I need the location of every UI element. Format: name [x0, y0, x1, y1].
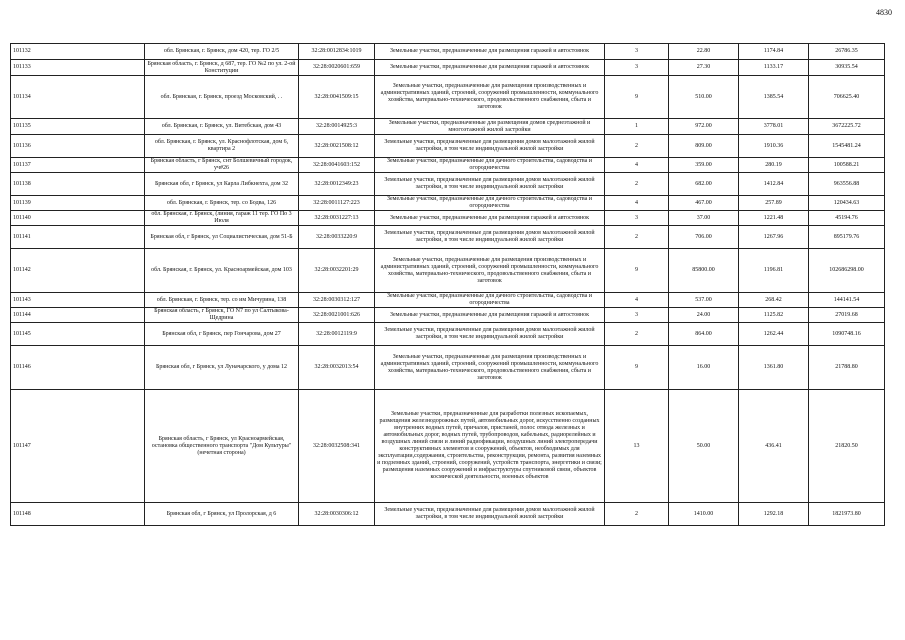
cell-area: 1410.00: [669, 503, 739, 526]
table-row: [11, 226, 885, 249]
cell-unit-cost: 1361.80: [739, 346, 809, 390]
table-row: [11, 44, 885, 60]
cell-unit-cost: 1221.48: [739, 211, 809, 226]
cell-address: обл. Брянская, г. Брянск, ул. Краснофлотская, дом 6, квартира 2: [145, 135, 299, 158]
cell-id: 101138: [11, 173, 145, 196]
table-row: [11, 211, 885, 226]
cell-use: Земельные участки, предназначенные для размещения домов малоэтажной жилой застройки, в том числе индивидуальной жилой застройки: [375, 503, 605, 526]
cell-cadastral: 32:28:0030312:127: [299, 293, 375, 308]
cell-total: 26786.35: [809, 44, 885, 60]
cell-use: Земельные участки, предназначенные для размещения производственных и административных зданий, строений, сооружений промышленности, коммунального хозяйства, материально-технического, продовольственного снабжения, сбыта и заготовок: [375, 346, 605, 390]
cell-use: Земельные участки, предназначенные для дачного строительства, садоводства и огородничества: [375, 196, 605, 211]
cell-group: 2: [605, 503, 669, 526]
cell-address: Брянская область, г Брянск, снт Болшевичный городок, уч#26: [145, 158, 299, 173]
cell-id: 101132: [11, 44, 145, 60]
cell-id: 101141: [11, 226, 145, 249]
cell-total: 963556.88: [809, 173, 885, 196]
cell-address: Брянская область, г. Брянск, д 687, тер. ГО №2 по ул. 2-ой Конституции: [145, 60, 299, 76]
cell-use: Земельные участки, предназначенные для дачного строительства, садоводства и огородничества: [375, 293, 605, 308]
cell-use: Земельные участки, предназначенные для размещения производственных и административных зданий, строений, сооружений промышленности, коммунального хозяйства, материально-технического, продовольственного снабжения, сбыта и заготовок: [375, 76, 605, 119]
cell-address: обл. Брянская, г. Брянск, тер. со Бодва, 126: [145, 196, 299, 211]
cell-area: 682.00: [669, 173, 739, 196]
cadastral-value-table: [10, 43, 885, 526]
cell-unit-cost: 436.41: [739, 390, 809, 503]
cell-address: обл. Брянская, г. Брянск, ул. Красноармейская, дом 103: [145, 249, 299, 293]
cell-area: 85800.00: [669, 249, 739, 293]
cell-address: обл. Брянская, г. Брянск, ул. Витебская, дом 43: [145, 119, 299, 135]
cell-address: Брянская обл, г Брянск, ул Социалистическая, дом 51-Б: [145, 226, 299, 249]
cell-area: 27.30: [669, 60, 739, 76]
cell-area: 467.00: [669, 196, 739, 211]
cell-group: 4: [605, 293, 669, 308]
cell-total: 30935.54: [809, 60, 885, 76]
cell-id: 101147: [11, 390, 145, 503]
cell-total: 144141.54: [809, 293, 885, 308]
cell-use: Земельные участки, предназначенные для дачного строительства, садоводства и огородничества: [375, 158, 605, 173]
table-row: [11, 249, 885, 293]
cell-id: 101137: [11, 158, 145, 173]
table-row: [11, 135, 885, 158]
cell-total: 102686298.00: [809, 249, 885, 293]
cell-group: 4: [605, 158, 669, 173]
cell-unit-cost: 280.19: [739, 158, 809, 173]
cell-area: 359.00: [669, 158, 739, 173]
cell-unit-cost: 268.42: [739, 293, 809, 308]
cell-area: 22.80: [669, 44, 739, 60]
cell-group: 13: [605, 390, 669, 503]
cell-group: 2: [605, 135, 669, 158]
cell-cadastral: 32:28:0012349:23: [299, 173, 375, 196]
cell-total: 3672225.72: [809, 119, 885, 135]
cell-id: 101139: [11, 196, 145, 211]
cell-unit-cost: 3778.01: [739, 119, 809, 135]
cell-group: 9: [605, 249, 669, 293]
cell-cadastral: 32:28:0020601:659: [299, 60, 375, 76]
cell-area: 24.00: [669, 308, 739, 323]
cell-address: обл. Брянская, г. Брянск, (линия, гараж 11 тер. ГО По 3 Июля: [145, 211, 299, 226]
table-row: [11, 76, 885, 119]
cell-cadastral: 32:28:0021001:626: [299, 308, 375, 323]
cell-area: 809.00: [669, 135, 739, 158]
cell-use: Земельные участки, предназначенные для размещения домов малоэтажной жилой застройки, в том числе индивидуальной жилой застройки: [375, 323, 605, 346]
cell-total: 1090748.16: [809, 323, 885, 346]
cell-group: 3: [605, 211, 669, 226]
table-row: [11, 323, 885, 346]
cell-use: Земельные участки, предназначенные для размещения домов малоэтажной жилой застройки, в том числе индивидуальной жилой застройки: [375, 173, 605, 196]
cell-area: 864.00: [669, 323, 739, 346]
cell-unit-cost: 1196.81: [739, 249, 809, 293]
cell-total: 45194.76: [809, 211, 885, 226]
cell-total: 706625.40: [809, 76, 885, 119]
cell-total: 895179.76: [809, 226, 885, 249]
cell-cadastral: 32:28:0041509:15: [299, 76, 375, 119]
cell-id: 101134: [11, 76, 145, 119]
cell-area: 16.00: [669, 346, 739, 390]
cell-use: Земельные участки, предназначенные для размещения гаражей и автостоянок: [375, 44, 605, 60]
table-row: [11, 173, 885, 196]
table-row: [11, 308, 885, 323]
cell-area: 37.00: [669, 211, 739, 226]
cell-unit-cost: 1174.84: [739, 44, 809, 60]
cell-cadastral: 32:28:0032508:341: [299, 390, 375, 503]
cell-id: 101133: [11, 60, 145, 76]
cell-cadastral: 32:28:0041603:152: [299, 158, 375, 173]
cell-id: 101135: [11, 119, 145, 135]
cell-total: 27019.68: [809, 308, 885, 323]
cell-use: Земельные участки, предназначенные для размещения домов малоэтажной жилой застройки, в том числе индивидуальной жилой застройки: [375, 135, 605, 158]
cell-address: Брянская обл, г Брянск, ул Луначарского, у дома 12: [145, 346, 299, 390]
cell-address: Брянская обл, г Брянск, ул Пролорская, д 6: [145, 503, 299, 526]
cell-unit-cost: 1267.96: [739, 226, 809, 249]
cell-total: 100588.21: [809, 158, 885, 173]
cell-area: 50.00: [669, 390, 739, 503]
cell-total: 21788.80: [809, 346, 885, 390]
cell-use: Земельные участки, предназначенные для размещения гаражей и автостоянок: [375, 308, 605, 323]
cell-area: 972.00: [669, 119, 739, 135]
cell-id: 101146: [11, 346, 145, 390]
table-row: [11, 158, 885, 173]
cell-cadastral: 32:28:0012119:9: [299, 323, 375, 346]
cell-unit-cost: 1292.18: [739, 503, 809, 526]
cell-cadastral: 32:28:0032013:54: [299, 346, 375, 390]
cell-id: 101143: [11, 293, 145, 308]
cell-id: 101144: [11, 308, 145, 323]
cell-group: 9: [605, 76, 669, 119]
cell-cadastral: 32:28:0031227:13: [299, 211, 375, 226]
cell-use: Земельные участки, предназначенные для размещения домов среднеэтажной и многоэтажной жилой застройки: [375, 119, 605, 135]
cell-id: 101140: [11, 211, 145, 226]
cell-cadastral: 32:28:0012834:1019: [299, 44, 375, 60]
cell-group: 2: [605, 226, 669, 249]
cell-use: Земельные участки, предназначенные для размещения производственных и административных зданий, строений, сооружений промышленности, коммунального хозяйства, материально-технического, продовольственного снабжения, сбыта и заготовок: [375, 249, 605, 293]
cell-total: 1821973.80: [809, 503, 885, 526]
cell-id: 101136: [11, 135, 145, 158]
cell-total: 120434.63: [809, 196, 885, 211]
cell-unit-cost: 1412.84: [739, 173, 809, 196]
page-number: 4830: [876, 8, 892, 17]
cell-group: 2: [605, 173, 669, 196]
cell-area: 537.00: [669, 293, 739, 308]
cell-unit-cost: 1262.44: [739, 323, 809, 346]
cell-cadastral: 32:28:0014925:3: [299, 119, 375, 135]
cell-cadastral: 32:28:0032201:29: [299, 249, 375, 293]
cell-cadastral: 32:28:0033220:9: [299, 226, 375, 249]
table-row: [11, 196, 885, 211]
cell-address: Брянская обл, г Брянск, пер Гончарова, дом 27: [145, 323, 299, 346]
table-row: [11, 60, 885, 76]
cell-id: 101142: [11, 249, 145, 293]
cell-unit-cost: 1385.54: [739, 76, 809, 119]
cell-cadastral: 32:28:0030306:12: [299, 503, 375, 526]
cell-group: 4: [605, 196, 669, 211]
cell-cadastral: 32:28:0011127:223: [299, 196, 375, 211]
cell-cadastral: 32:28:0021508:12: [299, 135, 375, 158]
cell-address: Брянская область, г Брянск, ул Красноармейская, остановка общественного транспорта "Дом Культуры" (нечетная сторона): [145, 390, 299, 503]
cell-group: 1: [605, 119, 669, 135]
table-row: [11, 346, 885, 390]
cell-total: 1545481.24: [809, 135, 885, 158]
cell-use: Земельные участки, предназначенные для размещения гаражей и автостоянок: [375, 60, 605, 76]
table-row: [11, 119, 885, 135]
cell-area: 510.00: [669, 76, 739, 119]
cell-group: 9: [605, 346, 669, 390]
cell-unit-cost: 1125.82: [739, 308, 809, 323]
cell-id: 101148: [11, 503, 145, 526]
table-row: [11, 390, 885, 503]
cell-unit-cost: 1910.36: [739, 135, 809, 158]
cell-address: Брянская обл, г Брянск, ул Карла Либкнехта, дом 32: [145, 173, 299, 196]
cell-address: обл. Брянская, г. Брянск, тер. со им Мичурина, 138: [145, 293, 299, 308]
cell-id: 101145: [11, 323, 145, 346]
cell-unit-cost: 257.89: [739, 196, 809, 211]
table-body: [11, 44, 885, 526]
cell-group: 3: [605, 60, 669, 76]
cell-use: Земельные участки, предназначенные для разработки полезных ископаемых, размещения железнодорожных путей, автомобильных дорог, искусственно созданных внутренних водных путей, причалов, пристаней, полос отвода железных и автомобильных дорог, водных путей, трубопроводов, кабельных, радиорелейных и воздушных линий связи и линий радиофикации, воздушных линий электропередачи конструктивных элементов и сооружений, объектов, необходимых для эксплуатации,содержания, строительства, реконструкции, ремонта, развития наземных и подземных зданий, строений, сооружений, устройств транспорта, энергетики и связи; размещения наземных сооружений и инфраструктуры спутниковой связи, объектов космической деятельности, военных объектов: [375, 390, 605, 503]
cell-area: 706.00: [669, 226, 739, 249]
cell-group: 2: [605, 323, 669, 346]
cell-group: 3: [605, 44, 669, 60]
table-row: [11, 293, 885, 308]
cell-use: Земельные участки, предназначенные для размещения гаражей и автостоянок: [375, 211, 605, 226]
cell-address: Брянская область, г Брянск, ГО N7 по ул Салтыкова-Щедрина: [145, 308, 299, 323]
table-row: [11, 503, 885, 526]
cell-address: обл. Брянская, г. Брянск, дом 420, тер. ГО 2/5: [145, 44, 299, 60]
cell-use: Земельные участки, предназначенные для размещения домов малоэтажной жилой застройки, в том числе индивидуальной жилой застройки: [375, 226, 605, 249]
cell-address: обл. Брянская, г. Брянск, проезд Московский, . .: [145, 76, 299, 119]
cell-unit-cost: 1133.17: [739, 60, 809, 76]
cell-total: 21820.50: [809, 390, 885, 503]
cell-group: 3: [605, 308, 669, 323]
